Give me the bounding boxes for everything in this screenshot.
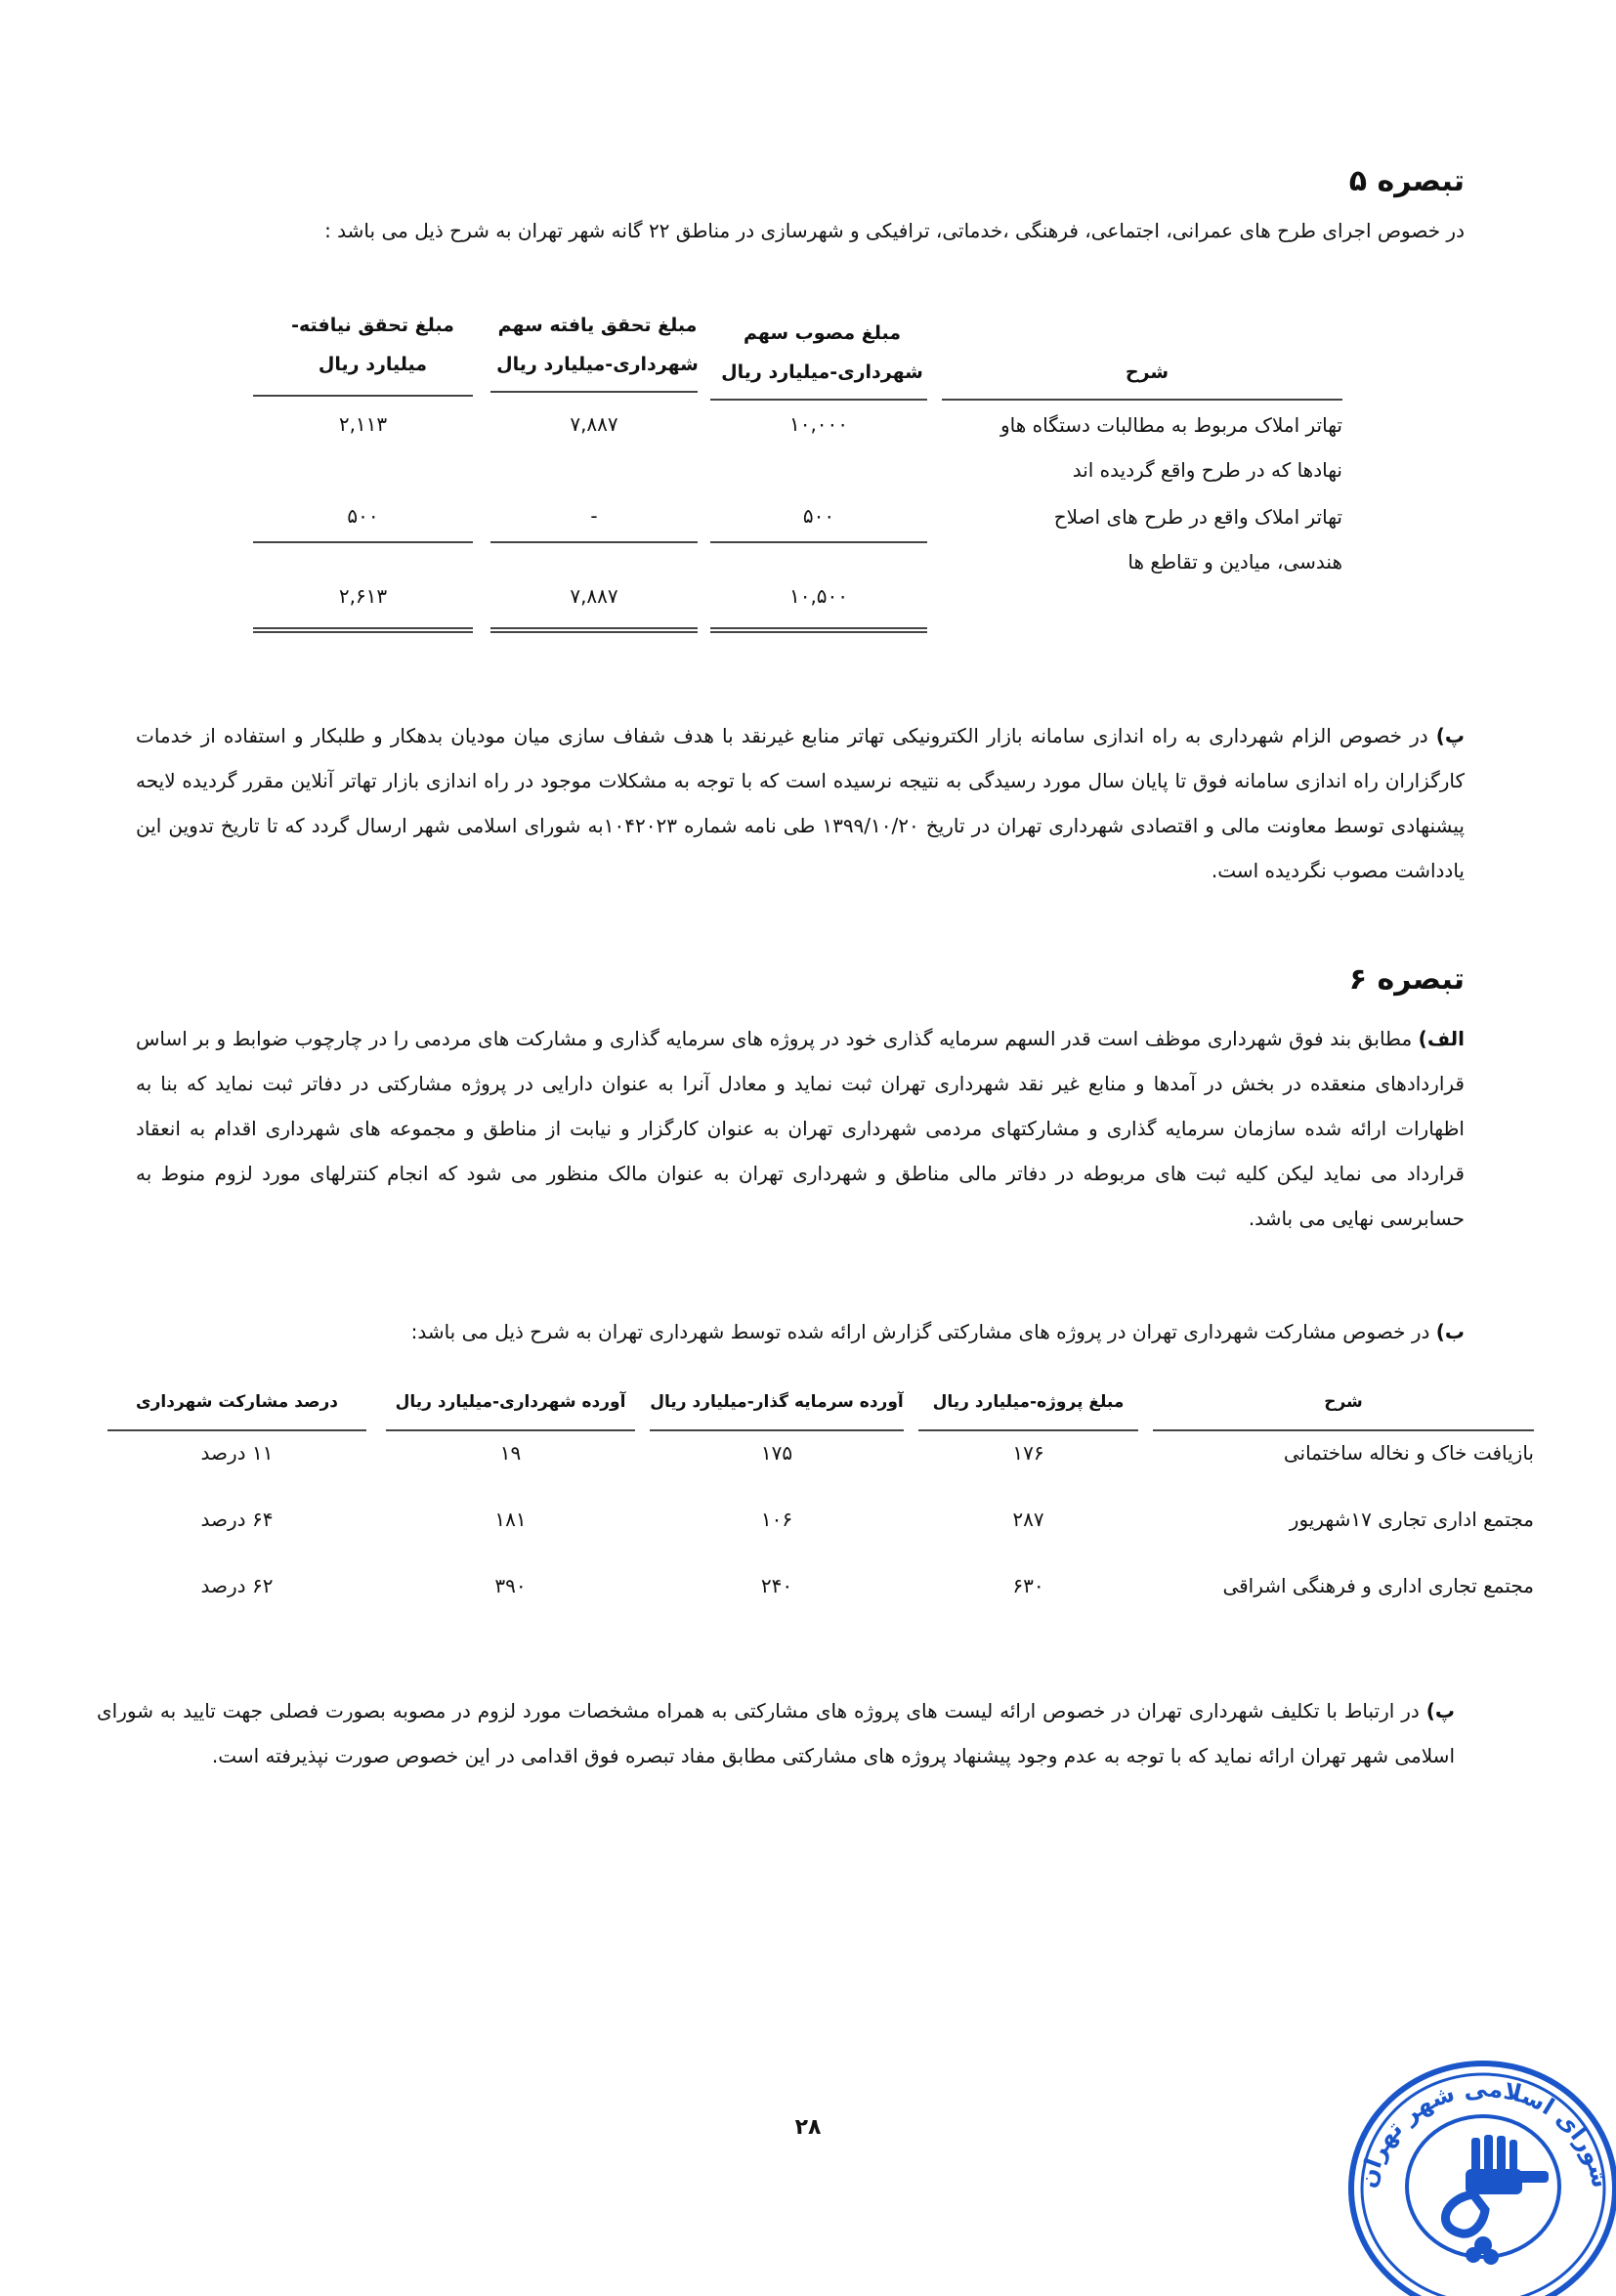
row2-desc-line2: هندسی، میادین و تقاطع ها (1127, 550, 1342, 574)
row2-approved: ۵۰۰ (802, 504, 835, 528)
council-seal-stamp (1337, 2042, 1616, 2296)
note5-table (273, 315, 1342, 637)
row2-municipality-contribution: ۱۸۱ (494, 1508, 527, 1531)
total-realized: ۷,۸۸۷ (570, 584, 618, 608)
header-unrealized-line1: مبلغ تحقق نیافته- (291, 315, 454, 336)
page-number: ۲۸ (794, 2115, 822, 2140)
row1-desc: بازیافت خاک و نخاله ساختمانی (1283, 1441, 1534, 1465)
rule-realized (490, 391, 698, 393)
header-realized-line1: مبلغ تحقق یافته سهم (497, 315, 698, 336)
header-realized-line2: شهرداری-میلیارد ریال (496, 354, 699, 375)
row2-project-amount: ۲۸۷ (1012, 1508, 1044, 1531)
rule-municipality-contribution (386, 1429, 635, 1431)
rule-municipality-share (107, 1429, 366, 1431)
header-municipality-contribution: آورده شهرداری-میلیارد ریال (395, 1392, 626, 1412)
row3-project-amount: ۶۳۰ (1012, 1574, 1044, 1597)
total-double-rule-unrealized (253, 627, 473, 633)
row2-unrealized: ۵۰۰ (347, 504, 379, 528)
paragraph-alef-text: مطابق بند فوق شهرداری موظف است قدر السهم سرمایه گذاری خود در پروژه های سرمایه گذاری و مشارکت های مردمی را در چارچوب ضوابط و بر اساس قراردادهای منعقده در بخش در آمدها و منابع غیر نقد شهرداری تهران ثبت نماید و معادل آنرا به عنوان دارایی در پروژه مشارکتی در دفاتر ثبت نماید که بنا به اظهارات ارائه شده سازمان سرمایه گذاری و مشارکتهای مردمی شهرداری تهران به عنوان کارگزار و نیابت از مناطق و مجموعه های شهرداری اقدام به انعقاد قرارداد می نماید لیکن کلیه ثبت های مربوطه در دفاتر مالی مناطق و شهرداری تهران به عنوان مالک منظور می شود که انجام کنترلهای مورد لزوم منوط به حسابرسی نهایی می باشد. (136, 1027, 1465, 1230)
paragraph-pe-text: در ارتباط با تکلیف شهرداری تهران در خصوص ارائه لیست های پروژه های مشارکتی به همراه مشخصات مورد لزوم در مصوبه بصورت فصلی جهت تایید به شورای اسلامی شهر تهران ارائه نماید که با توجه به عدم وجود پیشنهاد پروژه های مشارکتی مطابق مفاد تبصره فوق اقدامی در این خصوص صورت نپذیرفته است. (97, 1699, 1455, 1767)
paragraph-pe-lead: پ) (1425, 1699, 1456, 1722)
header-desc: شرح (1125, 361, 1169, 383)
row2-investor-contribution: ۱۰۶ (760, 1508, 793, 1531)
total-double-rule-approved (710, 627, 927, 633)
seal-text-path: شورای اسلامی شهر تهران (1353, 2074, 1615, 2190)
header-approved-line1: مبلغ مصوب سهم (743, 322, 902, 344)
header-unrealized-line2: میلیارد ریال (318, 354, 428, 375)
rule-unrealized (253, 395, 473, 397)
rule-project-amount (918, 1429, 1138, 1431)
seal-emblem-icon (1445, 2135, 1549, 2265)
row1-approved: ۱۰,۰۰۰ (788, 412, 849, 436)
rule-approved (710, 399, 927, 401)
row1-unrealized: ۲,۱۱۳ (338, 412, 388, 436)
note6-paragraph-be (136, 1309, 1465, 1354)
header-municipality-share: درصد مشارکت شهرداری (136, 1392, 338, 1412)
note6-paragraph-alef (136, 1016, 1465, 1241)
total-approved: ۱۰,۵۰۰ (788, 584, 849, 608)
subtotal-rule-unrealized (253, 541, 473, 543)
row2-desc: مجتمع اداری تجاری ۱۷شهریور (1289, 1508, 1534, 1531)
paragraph-p-lead: پ) (1435, 724, 1466, 747)
paragraph-alef-lead: الف) (1418, 1027, 1465, 1050)
paragraph-p-text: در خصوص الزام شهرداری به راه اندازی سامانه بازار الکترونیکی تهاتر منابع غیرنقد با هدف شفاف سازی میان مودیان بدهکار و طلبکار و استفاده از خدمات کارگزاران راه اندازی سامانه فوق تا پایان سال مورد رسیدگی به نتیجه نرسیده است که با توجه به مشکلات موجود در راه اندازی بازار تهاتر آنلاین مقرر گردیده لایحه پیشنهادی توسط معاونت مالی و اقتصادی شهرداری تهران در تاریخ ۱۳۹۹/۱۰/۲۰ طی نامه شماره ۱۰۴۲۰۲۳به شورای اسلامی شهر ارسال گردد که تا تاریخ تدوین این یادداشت مصوب نگردیده است. (136, 724, 1465, 882)
paragraph-be-lead: ب) (1435, 1320, 1465, 1343)
row1-project-amount: ۱۷۶ (1012, 1441, 1044, 1465)
row3-desc: مجتمع تجاری اداری و فرهنگی اشراقی (1222, 1574, 1534, 1597)
subtotal-rule-realized (490, 541, 698, 543)
row1-realized: ۷,۸۸۷ (570, 412, 618, 436)
note6-paragraph-pe (97, 1688, 1455, 1778)
note6-heading: تبصره ۶ (1348, 962, 1465, 997)
row1-municipality-share: ۱۱ درصد (200, 1441, 274, 1465)
row1-desc-line2: نهادها که در طرح واقع گردیده اند (1072, 458, 1342, 482)
rule-investor-contribution (650, 1429, 904, 1431)
row1-municipality-contribution: ۱۹ (499, 1441, 522, 1465)
row2-municipality-share: ۶۴ درصد (200, 1508, 274, 1531)
paragraph-be-text: در خصوص مشارکت شهرداری تهران در پروژه های مشارکتی گزارش ارائه شده توسط شهرداری تهران به شرح ذیل می باشد: (410, 1320, 1430, 1343)
note5-heading: تبصره ۵ (1348, 164, 1465, 198)
header-desc: شرح (1324, 1392, 1363, 1412)
header-investor-contribution: آورده سرمایه گذار-میلیارد ریال (650, 1392, 904, 1412)
header-approved-line2: شهرداری-میلیارد ریال (721, 361, 923, 383)
header-project-amount: مبلغ پروژه-میلیارد ریال (932, 1392, 1125, 1412)
row3-investor-contribution: ۲۴۰ (760, 1574, 793, 1597)
note5-paragraph-p (136, 713, 1465, 893)
row1-investor-contribution: ۱۷۵ (760, 1441, 793, 1465)
note6-table (107, 1392, 1534, 1627)
total-unrealized: ۲,۶۱۳ (338, 584, 388, 608)
row2-realized: - (590, 504, 598, 528)
note5-intro: در خصوص اجرای طرح های عمرانی، اجتماعی، فرهنگی ،خدماتی، ترافیکی و شهرسازی در مناطق ۲۲ گانه شهر تهران به شرح ذیل می باشد : (324, 219, 1465, 242)
rule-desc (942, 399, 1342, 401)
row3-municipality-contribution: ۳۹۰ (494, 1574, 527, 1597)
row2-desc-line1: تهاتر املاک واقع در طرح های اصلاح (1053, 505, 1342, 529)
rule-desc (1153, 1429, 1534, 1431)
row1-desc-line1: تهاتر املاک مربوط به مطالبات دستگاه هاو (999, 413, 1342, 437)
total-double-rule-realized (490, 627, 698, 633)
subtotal-rule-approved (710, 541, 927, 543)
row3-municipality-share: ۶۲ درصد (200, 1574, 274, 1597)
